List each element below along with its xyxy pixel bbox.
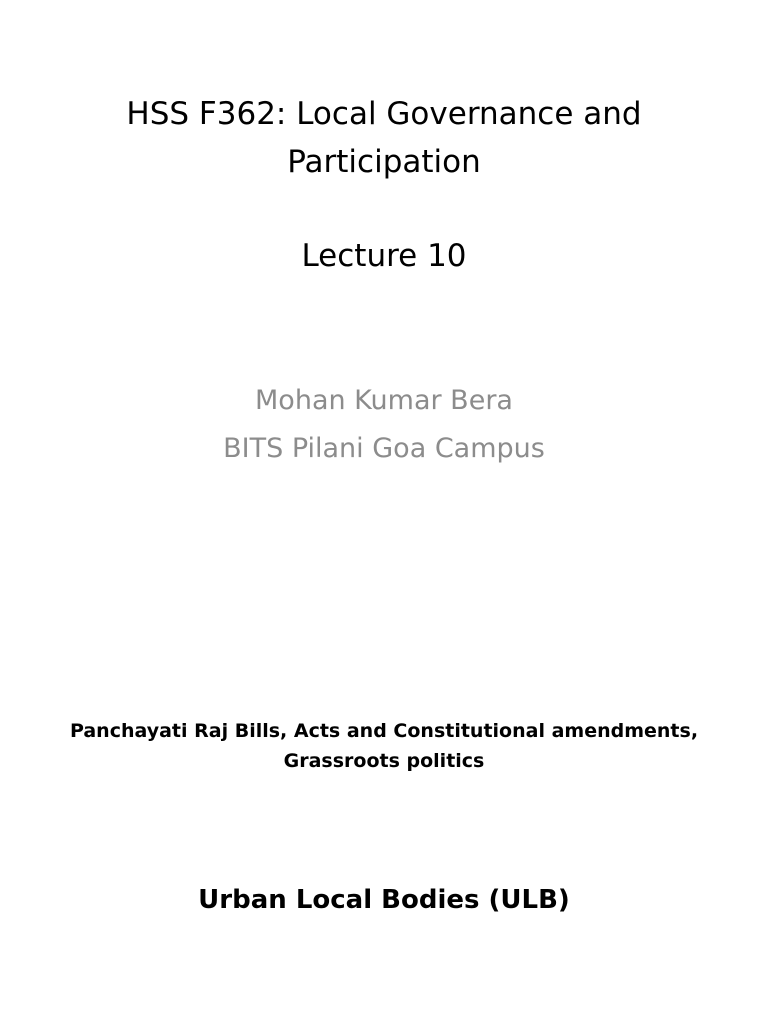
lecture-topics bbox=[0, 716, 768, 776]
lecture-number: Lecture 10 bbox=[301, 238, 467, 274]
course-title-line-2: Participation bbox=[287, 144, 481, 180]
course-title-line-1: HSS F362: Local Governance and bbox=[126, 96, 642, 132]
topics-line-2: Grassroots politics bbox=[283, 750, 485, 772]
author-affiliation: BITS Pilani Goa Campus bbox=[223, 433, 545, 464]
topics-line-1: Panchayati Raj Bills, Acts and Constitutional amendments, bbox=[69, 720, 699, 742]
ulb-heading: Urban Local Bodies (ULB) bbox=[198, 885, 570, 915]
author-name: Mohan Kumar Bera bbox=[255, 385, 513, 416]
course-title bbox=[0, 90, 768, 186]
author-block bbox=[0, 377, 768, 473]
